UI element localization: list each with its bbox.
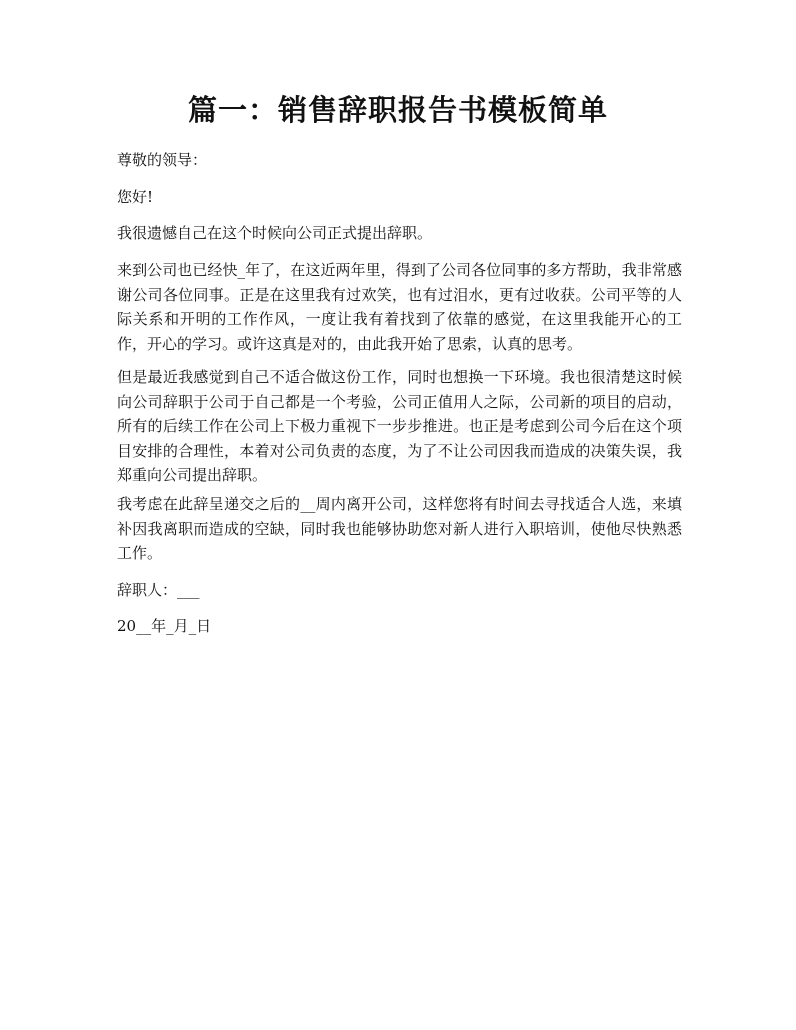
body-paragraph-2: 但是最近我感觉到自己不适合做这份工作，同时也想换一下环境。我也很清楚这时候向公司辞职于公司于自己都是一个考验，公司正值用人之际，公司新的项目的启动，所有的后续工作在公司上下极力重视下一步步推进。也正是考虑到公司今后在这个项目安排的合理性，本着对公司负责的态度，为了不让公司因我而造成的决策失误，我郑重向公司提出辞职。: [117, 368, 682, 484]
greeting: 您好!: [117, 188, 154, 206]
document-title: 篇一：销售辞职报告书模板简单: [187, 93, 608, 127]
signature-line: 辞职人：___: [117, 581, 200, 599]
salutation: 尊敬的领导：: [117, 151, 208, 169]
intro-paragraph: 我很遗憾自己在这个时候向公司正式提出辞职。: [117, 224, 433, 242]
body-paragraph-1: 来到公司也已经快_年了，在这近两年里，得到了公司各位同事的多方帮助，我非常感谢公司各位同事。正是在这里我有过欢笑，也有过泪水，更有过收获。公司平等的人际关系和开明的工作作风，一度让我有着找到了依靠的感觉，在这里我能开心的工作，开心的学习。或许这真是对的，由此我开始了思索，认真的思考。: [117, 261, 682, 353]
body-paragraph-3: 我考虑在此辞呈递交之后的__周内离开公司，这样您将有时间去寻找适合人选，来填补因我离职而造成的空缺，同时我也能够协助您对新人进行入职培训，使他尽快熟悉工作。: [117, 495, 682, 562]
date-line: 20__年_月_日: [117, 617, 212, 635]
